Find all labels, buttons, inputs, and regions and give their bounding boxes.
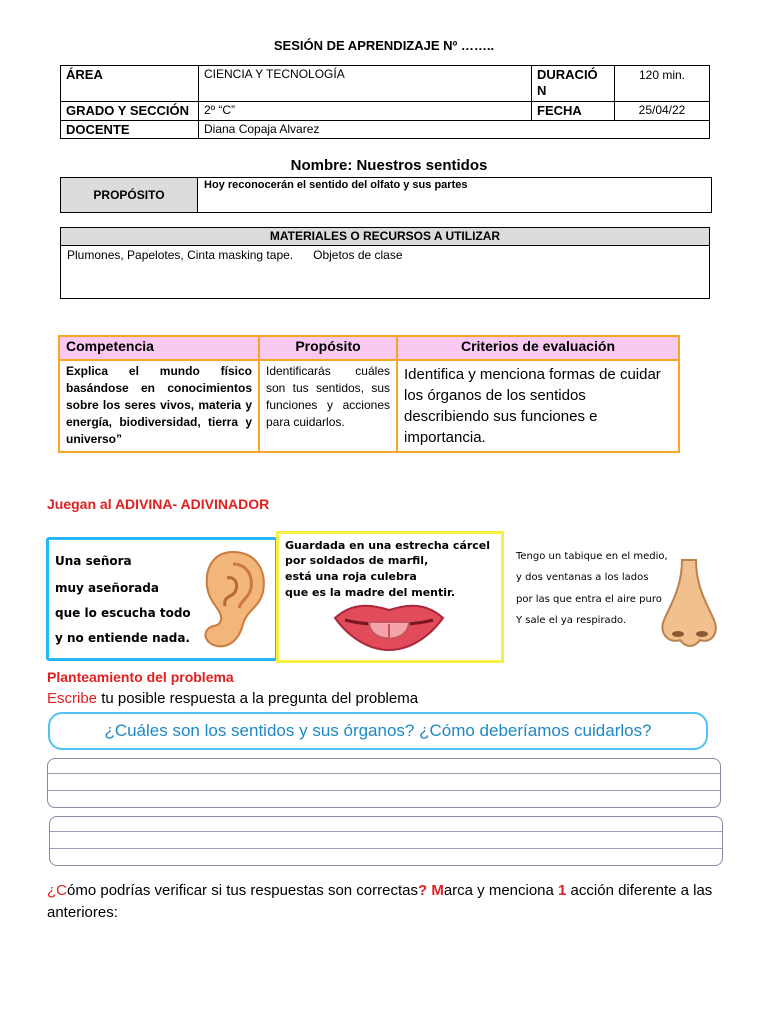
- proposito-box: [60, 177, 712, 213]
- planteamiento-heading: Planteamiento del problema: [47, 669, 234, 685]
- ear-riddle-line: muy aseñorada: [55, 581, 159, 595]
- tongue-riddle-line: Guardada en una estrecha cárcel: [285, 539, 491, 552]
- tongue-icon: [331, 600, 447, 654]
- nose-icon: [656, 558, 722, 650]
- area-label: ÁREA: [61, 66, 199, 102]
- docente-value: Diana Copaja Alvarez: [199, 121, 710, 139]
- page-title: SESIÓN DE APRENDIZAJE Nº ……..: [273, 38, 495, 53]
- escribe-word: Escribe: [47, 690, 98, 707]
- competencia-table: [58, 335, 680, 453]
- tongue-riddle-line: que es la madre del mentir.: [285, 586, 456, 599]
- tongue-riddle-line: por soldados de marfil,: [285, 554, 429, 567]
- grado-label: GRADO Y SECCIÓN: [61, 102, 199, 121]
- tongue-riddle-card: [276, 531, 504, 663]
- materiales-box: [60, 227, 710, 299]
- header-criterios: Criterios de evaluación: [397, 336, 679, 360]
- answer-lines-2[interactable]: [49, 816, 723, 866]
- verify-part: ómo podrías verificar si tus respuestas son correctas: [67, 882, 418, 899]
- grado-value: 2º “C”: [199, 102, 532, 121]
- ear-riddle-card: [46, 537, 278, 661]
- nose-riddle-line: Tengo un tabique en el medio,: [516, 551, 668, 562]
- proposito-text: Identificarás cuáles son tus sentidos, sus funciones y acciones para cuidarlos.: [259, 360, 397, 452]
- proposito-label: PROPÓSITO: [61, 178, 198, 212]
- problem-question: ¿Cuáles son los sentidos y sus órganos? ¿Cómo deberíamos cuidarlos?: [48, 712, 708, 750]
- materiales-header: MATERIALES O RECURSOS A UTILIZAR: [61, 228, 709, 246]
- answer-lines-1[interactable]: [47, 758, 721, 808]
- proposito-value: Hoy reconocerán el sentido del olfato y sus partes: [204, 179, 468, 191]
- nose-riddle-line: por las que entra el aire puro: [516, 594, 662, 605]
- tongue-riddle-line: está una roja culebra: [285, 570, 417, 583]
- session-name: Nombre: Nuestros sentidos: [290, 157, 488, 174]
- juegan-heading: Juegan al ADIVINA- ADIVINADOR: [47, 496, 270, 512]
- area-value: CIENCIA Y TECNOLOGÍA: [199, 66, 532, 102]
- fecha-value: 25/04/22: [615, 102, 710, 121]
- duracion-label: DURACIÓ N: [532, 66, 615, 102]
- ear-icon: [193, 548, 269, 652]
- info-table: [60, 65, 710, 139]
- criterio-text: Identifica y menciona formas de cuidar los órganos de los sentidos describiendo sus funciones e importancia.: [397, 360, 679, 452]
- materiales-value: Plumones, Papelotes, Cinta masking tape. Objetos de clase: [67, 248, 403, 262]
- verify-part: acción diferente a las anteriores:: [47, 882, 713, 921]
- fecha-label: FECHA: [532, 102, 615, 121]
- verify-part: 1: [558, 882, 567, 899]
- ear-riddle-line: que lo escucha todo: [55, 606, 191, 620]
- verify-part: ¿C: [47, 882, 67, 899]
- nose-riddle-line: y dos ventanas a los lados: [516, 572, 649, 583]
- nose-riddle-card: [506, 534, 728, 658]
- header-competencia: Competencia: [59, 336, 259, 360]
- competencia-text: Explica el mundo físico basándose en conocimientos sobre los seres vivos, materia y energía, biodiversidad, tierra y universo”: [59, 360, 259, 452]
- duracion-value: 120 min.: [615, 66, 710, 102]
- ear-riddle-line: Una señora: [55, 554, 132, 568]
- docente-label: DOCENTE: [61, 121, 199, 139]
- verify-part: ? M: [417, 882, 444, 899]
- header-proposito: Propósito: [259, 336, 397, 360]
- escribe-rest: tu posible respuesta a la pregunta del problema: [97, 690, 419, 707]
- verify-part: arca y menciona: [443, 882, 559, 899]
- ear-riddle-line: y no entiende nada.: [55, 631, 190, 645]
- verify-instruction: [47, 880, 727, 924]
- escribe-instruction: [47, 690, 418, 707]
- nose-riddle-line: Y sale el ya respirado.: [516, 615, 627, 626]
